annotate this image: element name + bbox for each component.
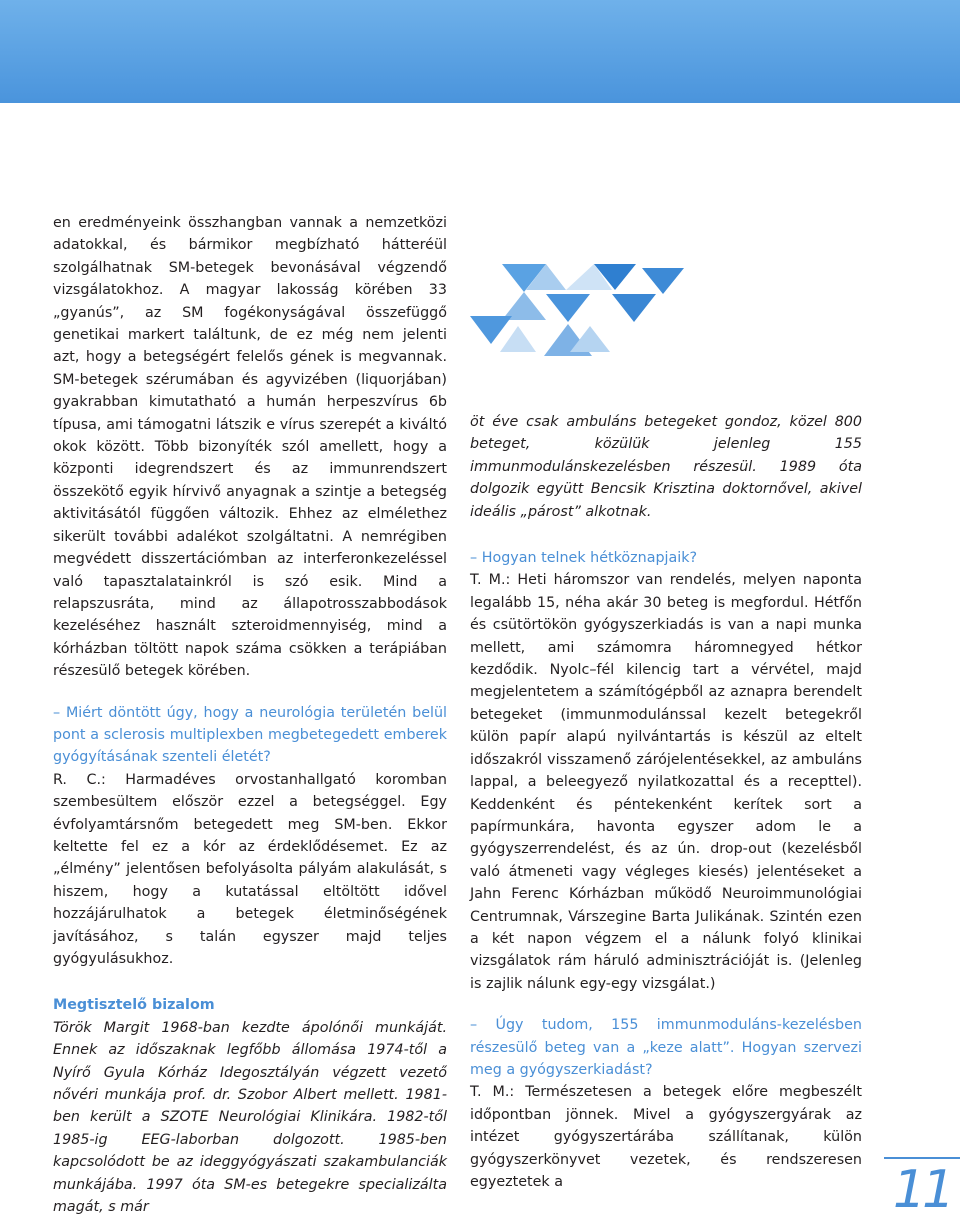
right-column (470, 411, 862, 1193)
interview-answer: T. M.: Heti háromszor van rendelés, melyen naponta legalább 15, néha akár 30 beteg is megfordul. Hétfőn és csütörtökön gyógyszerkiadás is van a napi munka mellett, ami számomra háromnegyed hétkor kezdődik. Nyolc–fél kilencig tart a vérvétel, majd megjelentetem a számítógépből az aznapra berendelt betegeket (immunmodulánssal kezelt betegekről külön papír alapú nyilvántartás is készül az eltelt időszakról visszamenő zárójelentésekkel, az ambuláns lappal, a beleegyező nyilatkozattal és a recepttel). Keddenként és péntekenként kerítek sort a papírmunkára, havonta egyszer adom le a gyógyszerrendelést, és az ún. drop-out (kezelésből való átmeneti vagy végleges kiesés) jelentéseket a Jahn Ferenc Kórházban működő Neuroimmunológiai Centrumnak, Várszegine Barta Julikának. Szintén ezen a két napon végzem el a nálunk folyó klinikai vizsgálatok rám háruló adminisztrációját is. (Jelenleg is zajlik nálunk egy-egy vizsgálat.) (470, 572, 862, 992)
page-number: 11 (892, 1160, 952, 1220)
left-column (53, 212, 447, 1218)
interview-question: – Miért döntött úgy, hogy a neurológia területén belül pont a sclerosis multiplexben megbetegedett emberek gyógyításának szenteli életét? (53, 704, 447, 766)
triangle-pattern-decoration (470, 264, 690, 360)
bio-continuation: öt éve csak ambuláns betegeket gondoz, közel 800 beteget, közülük jelenleg 155 immunmodulánskezelésben részesül. 1989 óta dolgozik együtt Bencsik Krisztina doktornővel, akivel ideális „párost” alkotnak. (470, 414, 862, 520)
header-color-band (0, 0, 960, 103)
interview-answer: R. C.: Harmadéves orvostanhallgató koromban szembesültem először ezzel a betegséggel. Egy évfolyamtársnőm betegedett meg SM-ben. Ekkor keltette fel ez a kór az érdeklődésemet. Ez az „élmény” jelentősen befolyásolta pályám alakulását, s hiszem, hogy a kutatással eltöltött idővel hozzájárulhatok a betegek életminőségének javításához, s talán egyszer majd teljes gyógyulásukhoz. (53, 771, 447, 967)
interview-question: – Hogyan telnek hétköznapjaik? (470, 550, 698, 567)
bio-paragraph: Török Margit 1968-ban kezdte ápolónői munkáját. Ennek az időszaknak legfőbb állomása 1974-től a Nyírő Gyula Kórház Idegosztályán végzett vezető nővéri munkája prof. dr. Szobor Albert mellett. 1981-ben került a SZOTE Neurológiai Klinikára. 1982-től 1985-ig EEG-laborban dolgozott. 1985-ben kapcsolódott be az ideggyógyászati szakambulanciák munkájába. 1997 óta SM-es betegekre specializálta magát, s már (53, 1019, 447, 1216)
body-paragraph: en eredményeink összhangban vannak a nemzetközi adatokkal, és bármikor megbízható hátteréül szolgálhatnak SM-betegek bevonásával végzendő vizsgálatokhoz. A magyar lakosság körében 33 „gyanús”, az SM fogékonyságával összefüggő genetikai markert találtunk, de ez még nem jelenti azt, hogy a betegségért felelős gének is megvannak. SM-betegek szérumában és agyvizében (liquorjában) gyakrabban kimutatható a humán herpeszvírus 6b típusa, ami támogatni látszik e vírus szerepét a kiváltó okok között. Több bizonyíték szól amellett, hogy a központi idegrendszert és az immunrendszert összekötő egyik hírvivő anyagnak a szintje a betegség aktivitásától függően változik. Ehhez az elmélethez sikerült további adalékot szolgáltatni. A nemrégiben megvédett disszertációmban az interferonkezeléssel való tapasztalatainkról is szó esik. Mind a relapszusráta, mind az állapotrosszabbodások kezeléséhez használt szteroidmennyiség, mind a kórházban töltött napok száma csökken a terápiában részesülő betegek körében. (53, 215, 447, 680)
interview-question: – Úgy tudom, 155 immunmoduláns-kezelésben részesülő beteg van a „keze alatt”. Hogyan szervezi meg a gyógyszerkiadást? (470, 1017, 862, 1078)
section-heading: Megtisztelő bizalom (53, 997, 215, 1014)
interview-answer: T. M.: Természetesen a betegek előre megbeszélt időpontban jönnek. Mivel a gyógyszergyárak az intézet gyógyszertárába szállítanak, külön gyógyszerkönyvet vezetek, és rendszeresen egyeztetek a (470, 1084, 862, 1190)
